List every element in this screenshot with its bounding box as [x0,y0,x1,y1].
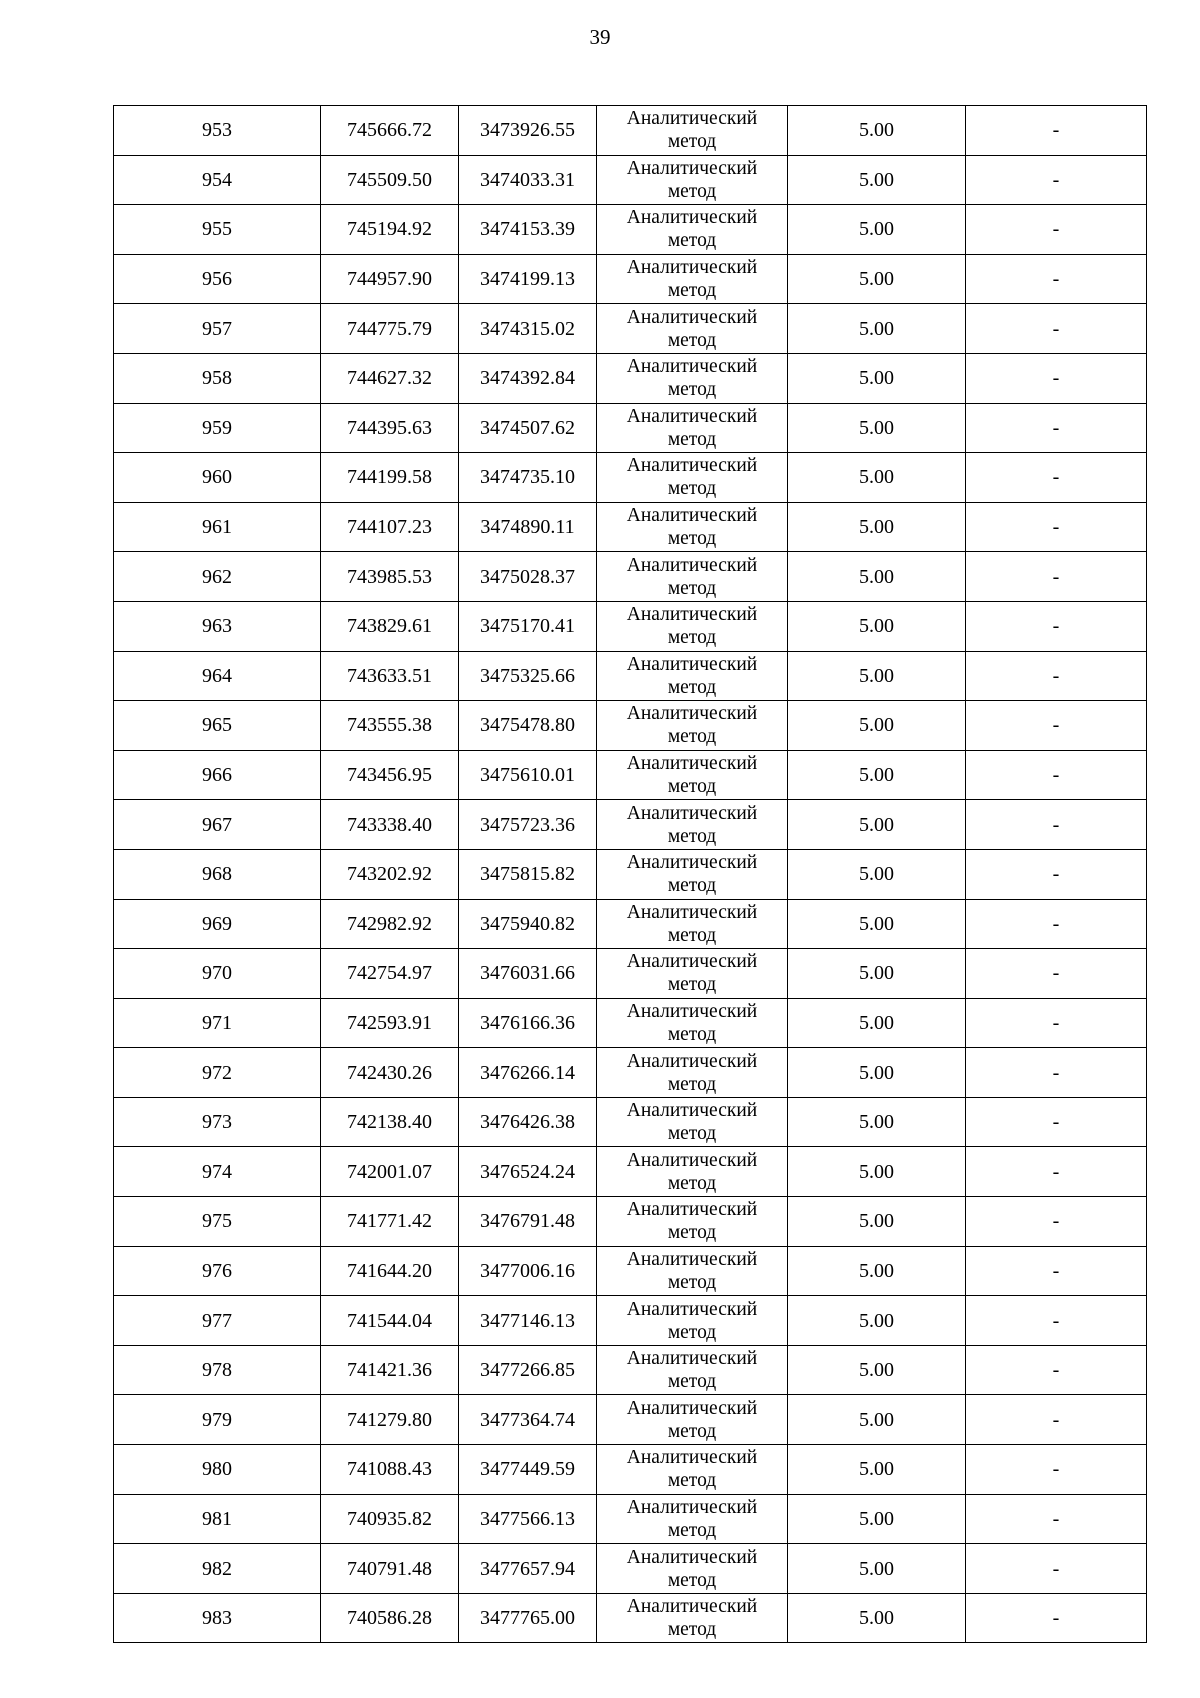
table-row [114,353,1147,403]
note-cell: - [966,1445,1147,1495]
accuracy-cell: 5.00 [788,701,966,751]
x-coordinate-cell: 741544.04 [321,1296,459,1346]
method-cell [597,1197,788,1247]
table-row [114,155,1147,205]
accuracy-cell: 5.00 [788,1197,966,1247]
method-text-line: Аналитический [626,604,758,626]
y-coordinate-cell: 3476266.14 [459,1048,597,1098]
method-cell [597,849,788,899]
method-text-line: метод [667,1420,717,1442]
method-text-line: Аналитический [626,1199,758,1221]
method-cell [597,552,788,602]
point-number-cell: 966 [114,750,321,800]
point-number-cell: 978 [114,1345,321,1395]
accuracy-cell: 5.00 [788,205,966,255]
method-text-line: метод [667,280,717,302]
y-coordinate-cell: 3474507.62 [459,403,597,453]
table-row [114,502,1147,552]
x-coordinate-cell: 741644.20 [321,1246,459,1296]
x-coordinate-cell: 740935.82 [321,1494,459,1544]
accuracy-cell: 5.00 [788,106,966,156]
method-text-line: метод [667,627,717,649]
table-row [114,1197,1147,1247]
method-text-line: метод [667,1519,717,1541]
method-cell [597,254,788,304]
method-cell [597,1544,788,1594]
method-text-line: метод [667,1321,717,1343]
note-cell: - [966,1593,1147,1643]
coordinates-table-body [114,106,1147,1643]
y-coordinate-cell: 3475170.41 [459,601,597,651]
note-cell: - [966,998,1147,1048]
accuracy-cell: 5.00 [788,453,966,503]
x-coordinate-cell: 744107.23 [321,502,459,552]
method-cell [597,106,788,156]
method-text-line: Аналитический [626,157,758,179]
method-text-line: Аналитический [626,1149,758,1171]
x-coordinate-cell: 740791.48 [321,1544,459,1594]
table-row [114,899,1147,949]
method-text-line: метод [667,577,717,599]
point-number-cell: 962 [114,552,321,602]
method-text-line: Аналитический [626,306,758,328]
method-cell [597,1445,788,1495]
table-row [114,1246,1147,1296]
method-text-line: Аналитический [626,207,758,229]
accuracy-cell: 5.00 [788,304,966,354]
x-coordinate-cell: 740586.28 [321,1593,459,1643]
y-coordinate-cell: 3475028.37 [459,552,597,602]
x-coordinate-cell: 742001.07 [321,1147,459,1197]
method-text-line: Аналитический [626,257,758,279]
method-cell [597,651,788,701]
y-coordinate-cell: 3474315.02 [459,304,597,354]
note-cell: - [966,353,1147,403]
note-cell: - [966,1147,1147,1197]
method-text-line: метод [667,776,717,798]
method-text-line: Аналитический [626,1298,758,1320]
note-cell: - [966,453,1147,503]
method-text-line: Аналитический [626,455,758,477]
method-text-line: Аналитический [626,356,758,378]
accuracy-cell: 5.00 [788,601,966,651]
method-cell [597,502,788,552]
table-row [114,1544,1147,1594]
method-cell [597,1395,788,1445]
method-cell [597,1494,788,1544]
y-coordinate-cell: 3476031.66 [459,949,597,999]
accuracy-cell: 5.00 [788,353,966,403]
method-cell [597,403,788,453]
accuracy-cell: 5.00 [788,849,966,899]
page-number: 39 [589,25,611,49]
accuracy-cell: 5.00 [788,1445,966,1495]
method-text-line: метод [667,825,717,847]
method-text-line: Аналитический [626,1496,758,1518]
method-text-line: Аналитический [626,703,758,725]
point-number-cell: 964 [114,651,321,701]
method-cell [597,155,788,205]
method-text-line: Аналитический [626,1000,758,1022]
note-cell: - [966,651,1147,701]
note-cell: - [966,155,1147,205]
y-coordinate-cell: 3476524.24 [459,1147,597,1197]
method-cell [597,601,788,651]
point-number-cell: 975 [114,1197,321,1247]
accuracy-cell: 5.00 [788,800,966,850]
accuracy-cell: 5.00 [788,1345,966,1395]
method-cell [597,800,788,850]
method-text-line: Аналитический [626,405,758,427]
note-cell: - [966,205,1147,255]
point-number-cell: 955 [114,205,321,255]
note-cell: - [966,849,1147,899]
point-number-cell: 972 [114,1048,321,1098]
y-coordinate-cell: 3474033.31 [459,155,597,205]
accuracy-cell: 5.00 [788,1246,966,1296]
table-row [114,998,1147,1048]
x-coordinate-cell: 742754.97 [321,949,459,999]
table-row [114,205,1147,255]
method-cell [597,949,788,999]
accuracy-cell: 5.00 [788,1147,966,1197]
y-coordinate-cell: 3474153.39 [459,205,597,255]
table-row [114,1395,1147,1445]
method-text-line: метод [667,1271,717,1293]
point-number-cell: 982 [114,1544,321,1594]
y-coordinate-cell: 3476791.48 [459,1197,597,1247]
method-text-line: метод [667,1023,717,1045]
method-text-line: метод [667,528,717,550]
method-cell [597,1345,788,1395]
x-coordinate-cell: 744199.58 [321,453,459,503]
method-text-line: метод [667,875,717,897]
x-coordinate-cell: 743338.40 [321,800,459,850]
x-coordinate-cell: 742593.91 [321,998,459,1048]
table-row [114,1097,1147,1147]
method-text-line: Аналитический [626,901,758,923]
accuracy-cell: 5.00 [788,552,966,602]
method-text-line: метод [667,1123,717,1145]
point-number-cell: 973 [114,1097,321,1147]
method-text-line: метод [667,1073,717,1095]
note-cell: - [966,800,1147,850]
point-number-cell: 969 [114,899,321,949]
method-text-line: Аналитический [626,1397,758,1419]
point-number-cell: 959 [114,403,321,453]
point-number-cell: 970 [114,949,321,999]
method-text-line: Аналитический [626,951,758,973]
method-text-line: метод [667,1470,717,1492]
method-cell [597,304,788,354]
note-cell: - [966,1296,1147,1346]
y-coordinate-cell: 3477657.94 [459,1544,597,1594]
y-coordinate-cell: 3477765.00 [459,1593,597,1643]
x-coordinate-cell: 745666.72 [321,106,459,156]
accuracy-cell: 5.00 [788,1048,966,1098]
x-coordinate-cell: 741421.36 [321,1345,459,1395]
method-cell [597,1593,788,1643]
method-text-line: Аналитический [626,802,758,824]
accuracy-cell: 5.00 [788,1296,966,1346]
note-cell: - [966,1395,1147,1445]
point-number-cell: 954 [114,155,321,205]
accuracy-cell: 5.00 [788,899,966,949]
table-row [114,254,1147,304]
note-cell: - [966,1494,1147,1544]
point-number-cell: 974 [114,1147,321,1197]
point-number-cell: 963 [114,601,321,651]
x-coordinate-cell: 743633.51 [321,651,459,701]
method-cell [597,701,788,751]
accuracy-cell: 5.00 [788,155,966,205]
y-coordinate-cell: 3477266.85 [459,1345,597,1395]
method-text-line: метод [667,428,717,450]
note-cell: - [966,1544,1147,1594]
method-text-line: Аналитический [626,1546,758,1568]
accuracy-cell: 5.00 [788,651,966,701]
accuracy-cell: 5.00 [788,254,966,304]
accuracy-cell: 5.00 [788,1544,966,1594]
table-row [114,601,1147,651]
y-coordinate-cell: 3474392.84 [459,353,597,403]
table-row [114,1147,1147,1197]
y-coordinate-cell: 3476166.36 [459,998,597,1048]
method-text-line: метод [667,676,717,698]
method-text-line: метод [667,1569,717,1591]
note-cell: - [966,254,1147,304]
x-coordinate-cell: 742430.26 [321,1048,459,1098]
y-coordinate-cell: 3477566.13 [459,1494,597,1544]
x-coordinate-cell: 745509.50 [321,155,459,205]
table-row [114,552,1147,602]
table-row [114,651,1147,701]
accuracy-cell: 5.00 [788,1593,966,1643]
accuracy-cell: 5.00 [788,1395,966,1445]
accuracy-cell: 5.00 [788,502,966,552]
method-text-line: Аналитический [626,1447,758,1469]
method-cell [597,205,788,255]
method-text-line: Аналитический [626,753,758,775]
accuracy-cell: 5.00 [788,949,966,999]
method-text-line: метод [667,230,717,252]
point-number-cell: 958 [114,353,321,403]
note-cell: - [966,601,1147,651]
y-coordinate-cell: 3473926.55 [459,106,597,156]
method-text-line: Аналитический [626,1596,758,1618]
method-text-line: метод [667,180,717,202]
y-coordinate-cell: 3477146.13 [459,1296,597,1346]
method-text-line: Аналитический [626,505,758,527]
method-cell [597,353,788,403]
y-coordinate-cell: 3477364.74 [459,1395,597,1445]
method-text-line: Аналитический [626,1050,758,1072]
method-text-line: метод [667,478,717,500]
method-cell [597,1296,788,1346]
note-cell: - [966,304,1147,354]
y-coordinate-cell: 3476426.38 [459,1097,597,1147]
point-number-cell: 979 [114,1395,321,1445]
accuracy-cell: 5.00 [788,1097,966,1147]
method-text-line: метод [667,1172,717,1194]
method-text-line: Аналитический [626,852,758,874]
coordinates-table [113,105,1147,1643]
y-coordinate-cell: 3474890.11 [459,502,597,552]
x-coordinate-cell: 744957.90 [321,254,459,304]
point-number-cell: 965 [114,701,321,751]
table-row [114,1494,1147,1544]
method-text-line: метод [667,726,717,748]
accuracy-cell: 5.00 [788,403,966,453]
point-number-cell: 971 [114,998,321,1048]
method-cell [597,1147,788,1197]
point-number-cell: 980 [114,1445,321,1495]
point-number-cell: 968 [114,849,321,899]
note-cell: - [966,502,1147,552]
table-row [114,701,1147,751]
method-cell [597,1246,788,1296]
x-coordinate-cell: 744627.32 [321,353,459,403]
method-text-line: Аналитический [626,554,758,576]
y-coordinate-cell: 3475610.01 [459,750,597,800]
point-number-cell: 961 [114,502,321,552]
table-row [114,106,1147,156]
table-row [114,304,1147,354]
x-coordinate-cell: 743456.95 [321,750,459,800]
method-text-line: метод [667,924,717,946]
y-coordinate-cell: 3477449.59 [459,1445,597,1495]
y-coordinate-cell: 3475325.66 [459,651,597,701]
x-coordinate-cell: 744775.79 [321,304,459,354]
method-text-line: метод [667,329,717,351]
method-text-line: Аналитический [626,108,758,130]
point-number-cell: 956 [114,254,321,304]
table-row [114,453,1147,503]
method-text-line: Аналитический [626,1348,758,1370]
note-cell: - [966,1246,1147,1296]
point-number-cell: 960 [114,453,321,503]
point-number-cell: 957 [114,304,321,354]
x-coordinate-cell: 742138.40 [321,1097,459,1147]
x-coordinate-cell: 741088.43 [321,1445,459,1495]
table-row [114,800,1147,850]
x-coordinate-cell: 743555.38 [321,701,459,751]
x-coordinate-cell: 745194.92 [321,205,459,255]
table-row [114,1593,1147,1643]
point-number-cell: 967 [114,800,321,850]
accuracy-cell: 5.00 [788,998,966,1048]
x-coordinate-cell: 743202.92 [321,849,459,899]
note-cell: - [966,899,1147,949]
method-text-line: метод [667,1371,717,1393]
table-row [114,949,1147,999]
method-text-line: Аналитический [626,1248,758,1270]
accuracy-cell: 5.00 [788,1494,966,1544]
y-coordinate-cell: 3475940.82 [459,899,597,949]
method-cell [597,998,788,1048]
note-cell: - [966,701,1147,751]
method-cell [597,453,788,503]
point-number-cell: 983 [114,1593,321,1643]
method-text-line: метод [667,974,717,996]
accuracy-cell: 5.00 [788,750,966,800]
table-row [114,849,1147,899]
method-cell [597,1048,788,1098]
x-coordinate-cell: 744395.63 [321,403,459,453]
method-text-line: метод [667,1619,717,1641]
method-text-line: метод [667,1222,717,1244]
note-cell: - [966,106,1147,156]
y-coordinate-cell: 3477006.16 [459,1246,597,1296]
point-number-cell: 981 [114,1494,321,1544]
y-coordinate-cell: 3475478.80 [459,701,597,751]
point-number-cell: 977 [114,1296,321,1346]
method-text-line: Аналитический [626,653,758,675]
table-row [114,1445,1147,1495]
x-coordinate-cell: 741279.80 [321,1395,459,1445]
table-row [114,403,1147,453]
table-row [114,1296,1147,1346]
table-row [114,1345,1147,1395]
note-cell: - [966,1097,1147,1147]
x-coordinate-cell: 741771.42 [321,1197,459,1247]
method-text-line: метод [667,131,717,153]
method-text-line: Аналитический [626,1100,758,1122]
note-cell: - [966,552,1147,602]
x-coordinate-cell: 743829.61 [321,601,459,651]
note-cell: - [966,750,1147,800]
table-row [114,1048,1147,1098]
y-coordinate-cell: 3475723.36 [459,800,597,850]
x-coordinate-cell: 743985.53 [321,552,459,602]
method-cell [597,750,788,800]
note-cell: - [966,1048,1147,1098]
y-coordinate-cell: 3474735.10 [459,453,597,503]
y-coordinate-cell: 3475815.82 [459,849,597,899]
point-number-cell: 953 [114,106,321,156]
y-coordinate-cell: 3474199.13 [459,254,597,304]
table-row [114,750,1147,800]
note-cell: - [966,949,1147,999]
point-number-cell: 976 [114,1246,321,1296]
method-cell [597,1097,788,1147]
note-cell: - [966,1197,1147,1247]
method-text-line: метод [667,379,717,401]
method-cell [597,899,788,949]
note-cell: - [966,1345,1147,1395]
note-cell: - [966,403,1147,453]
x-coordinate-cell: 742982.92 [321,899,459,949]
